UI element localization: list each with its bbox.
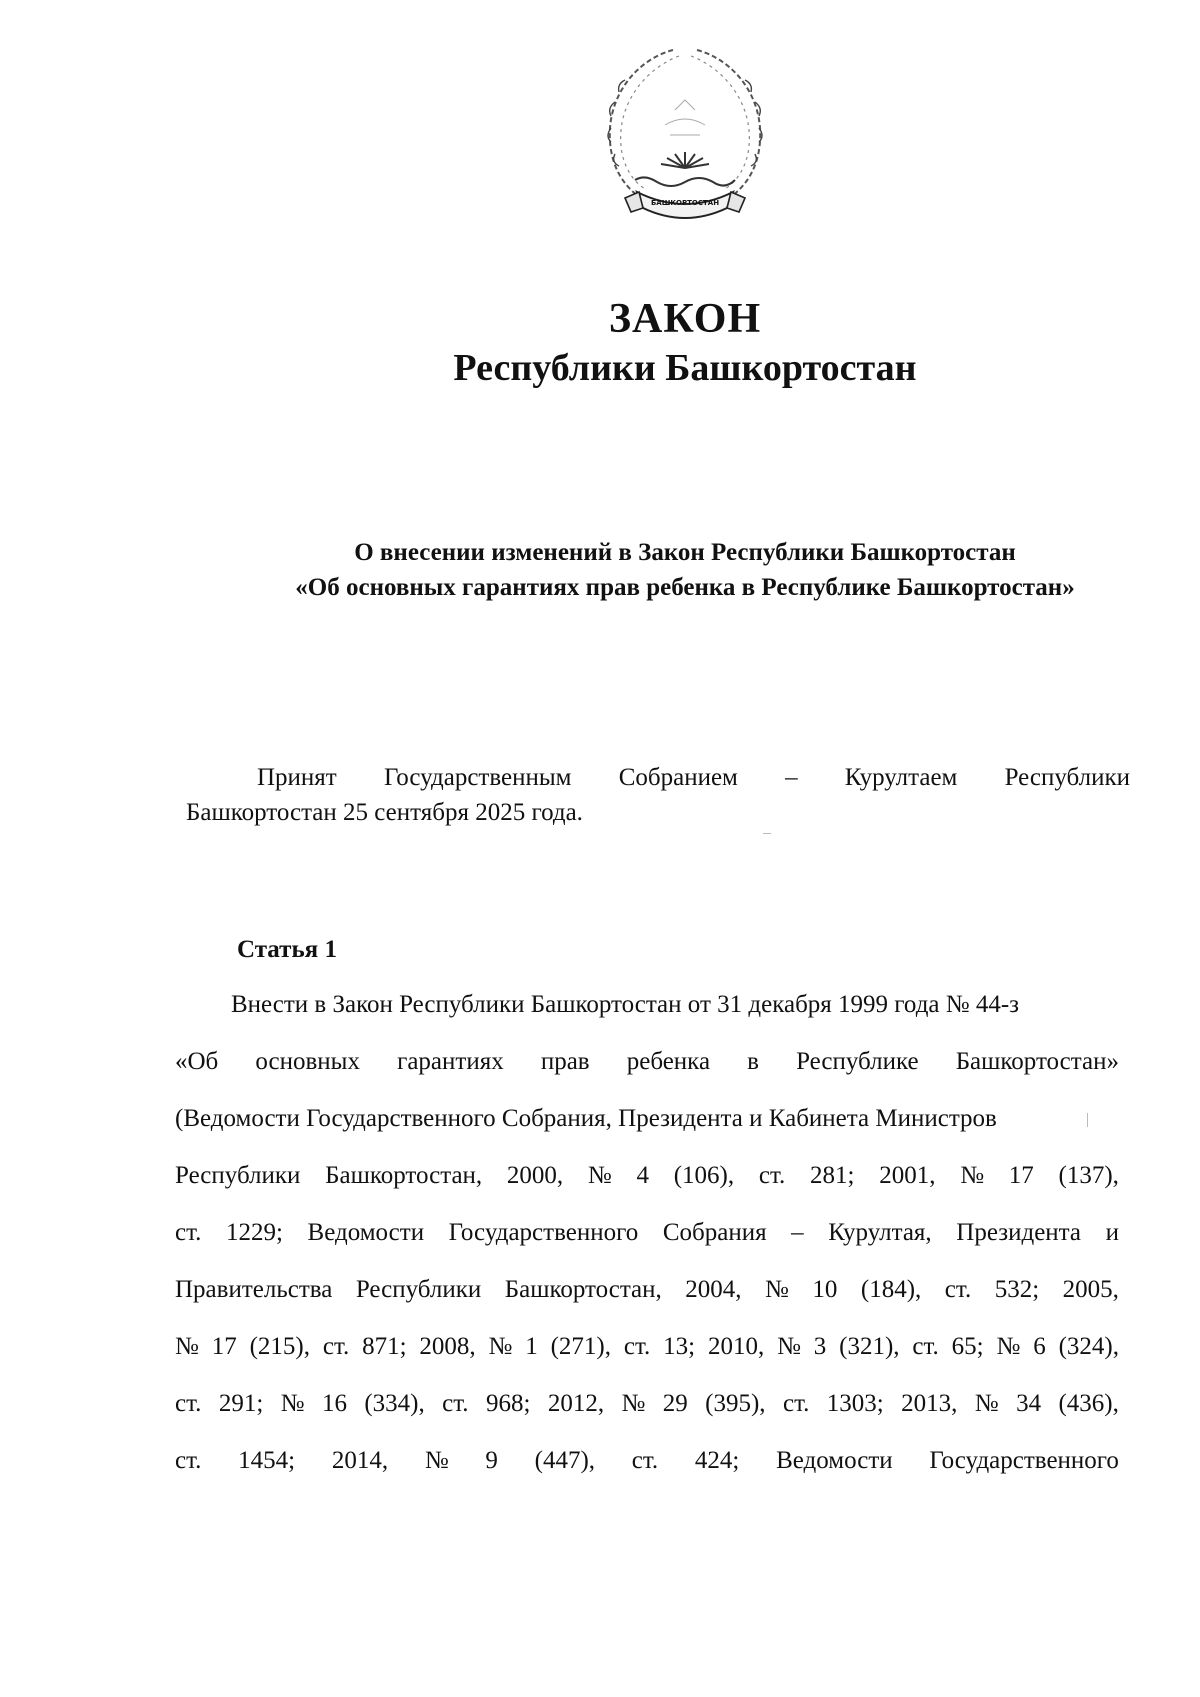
article-body [175, 985, 1119, 1498]
article-word: (215), [249, 1333, 310, 1360]
article-word: ст. [758, 1162, 786, 1189]
article-word: 968; [485, 1390, 531, 1417]
article-word: (184), [860, 1276, 922, 1303]
article-word: № [974, 1390, 999, 1417]
article-word: 1454; [238, 1447, 296, 1474]
article-word: (137), [1058, 1162, 1119, 1189]
article-word: № [996, 1333, 1021, 1360]
article-word: гарантиях [397, 1048, 504, 1075]
article-word: (321), [839, 1333, 900, 1360]
article-word: (447), [534, 1447, 596, 1474]
article-word: 1229; [226, 1219, 283, 1246]
article-word: 29 [662, 1390, 688, 1417]
article-word: 17 [211, 1333, 237, 1360]
article-word: № [280, 1390, 305, 1417]
article-line [175, 1213, 1119, 1270]
adoption-statement [186, 760, 1130, 830]
article-word: 2008, [419, 1333, 476, 1360]
article-word: 281; [810, 1162, 855, 1189]
article-word: 4 [636, 1162, 649, 1189]
law-subject [180, 535, 1190, 605]
article-word: Президента [956, 1219, 1082, 1246]
subject-line-1: О внесении изменений в Закон Республики Башкортостан [354, 539, 1016, 566]
article-word: 1 [525, 1333, 538, 1360]
article-word: № [777, 1333, 801, 1360]
article-line [175, 1441, 1119, 1498]
article-word: 871; [362, 1333, 407, 1360]
article-word: ст. [175, 1219, 202, 1246]
article-word: в [747, 1048, 759, 1075]
article-word: 2001, [879, 1162, 936, 1189]
article-word: Государственного [448, 1219, 639, 1246]
article-word: ст. [442, 1390, 469, 1417]
scan-speck [763, 833, 771, 834]
article-line: (Ведомости Государственного Собрания, Президента и Кабинета Министров [175, 1105, 997, 1132]
article-heading: Статья 1 [237, 936, 337, 963]
article-word: 13; [663, 1333, 696, 1360]
article-word: (395), [705, 1390, 766, 1417]
article-word: ст. [631, 1447, 659, 1474]
article-word: (436), [1058, 1390, 1119, 1417]
article-line [175, 1327, 1119, 1384]
adoption-word: Республики [1004, 764, 1130, 791]
article-word: 2010, [707, 1333, 765, 1360]
article-line [175, 1042, 1119, 1099]
article-word: 2005, [1062, 1276, 1119, 1303]
article-word: и [1105, 1219, 1119, 1246]
article-word: ст. [322, 1333, 350, 1360]
article-word: (334), [364, 1390, 425, 1417]
article-word: Башкортостан, [504, 1276, 662, 1303]
scan-speck [1087, 1113, 1088, 1127]
article-word: 34 [1016, 1390, 1042, 1417]
bashkortostan-coat-of-arms-icon [595, 40, 775, 230]
article-word: Правительства [175, 1276, 333, 1303]
article-word: Башкортостан, [325, 1162, 483, 1189]
article-word: 2014, [331, 1447, 389, 1474]
article-word: Республике [796, 1048, 919, 1075]
article-line: Внести в Закон Республики Башкортостан от 31 декабря 1999 года № 44-з [231, 991, 1020, 1018]
article-word: Республики [175, 1162, 301, 1189]
article-word: 2000, [506, 1162, 564, 1189]
article-word: 2013, [901, 1390, 958, 1417]
article-word: 10 [812, 1276, 838, 1303]
adoption-word: Государственным [383, 764, 572, 791]
article-word: 65; [951, 1333, 984, 1360]
article-word: 2012, [547, 1390, 605, 1417]
article-word: (324), [1058, 1333, 1119, 1360]
article-word: Курултая, [828, 1219, 932, 1246]
adoption-word: Принят [257, 764, 337, 791]
article-word: ст. [912, 1333, 939, 1360]
article-word: № [175, 1333, 199, 1360]
article-word: Государственного [929, 1447, 1119, 1474]
article-word: 424; [694, 1447, 740, 1474]
article-word: ребенка [626, 1048, 711, 1075]
article-word: ст. [782, 1390, 810, 1417]
article-word: № [587, 1162, 612, 1189]
article-word: № [621, 1390, 646, 1417]
adoption-word: – [785, 764, 798, 791]
article-word: Республики [355, 1276, 482, 1303]
article-word: прав [540, 1048, 590, 1075]
article-word: (271), [550, 1333, 612, 1360]
article-line [175, 1270, 1119, 1327]
article-word: основных [255, 1048, 360, 1075]
coat-of-arms-emblem [595, 40, 775, 230]
svg-text:БАШКОРТОСТАН: БАШКОРТОСТАН [650, 199, 720, 207]
article-word: ст. [623, 1333, 651, 1360]
article-word: № [765, 1276, 789, 1303]
article-word: – [791, 1219, 804, 1246]
adoption-line-2: Башкортостан 25 сентября 2025 года. [186, 799, 583, 826]
article-word: 17 [1008, 1162, 1034, 1189]
article-line [175, 1384, 1119, 1441]
article-word: Ведомости [776, 1447, 893, 1474]
article-word: Башкортостан» [955, 1048, 1119, 1075]
article-word: 16 [321, 1390, 347, 1417]
article-word: Собрания [662, 1219, 767, 1246]
article-word: ст. [944, 1276, 972, 1303]
article-word: 291; [218, 1390, 264, 1417]
article-word: № [488, 1333, 513, 1360]
article-word: № [424, 1447, 449, 1474]
article-word: 6 [1033, 1333, 1046, 1360]
article-word: 532; [994, 1276, 1040, 1303]
article-word: Ведомости [307, 1219, 425, 1246]
article-line [175, 1156, 1119, 1213]
article-word: 2004, [685, 1276, 742, 1303]
article-word: 1303; [826, 1390, 884, 1417]
article-word: (106), [673, 1162, 735, 1189]
article-word: 3 [813, 1333, 827, 1360]
adoption-word: Собранием [618, 764, 738, 791]
article-word: ст. [175, 1390, 202, 1417]
article-word: 9 [485, 1447, 498, 1474]
page-title: ЗАКОН [608, 296, 762, 342]
article-word: «Об [175, 1048, 219, 1075]
subject-line-2: «Об основных гарантиях прав ребенка в Республике Башкортостан» [295, 574, 1075, 601]
article-word: № [960, 1162, 985, 1189]
page-subtitle: Республики Башкортостан [453, 347, 917, 389]
article-word: ст. [175, 1447, 202, 1474]
adoption-word: Курултаем [844, 764, 958, 791]
adoption-line-1 [186, 760, 1130, 795]
